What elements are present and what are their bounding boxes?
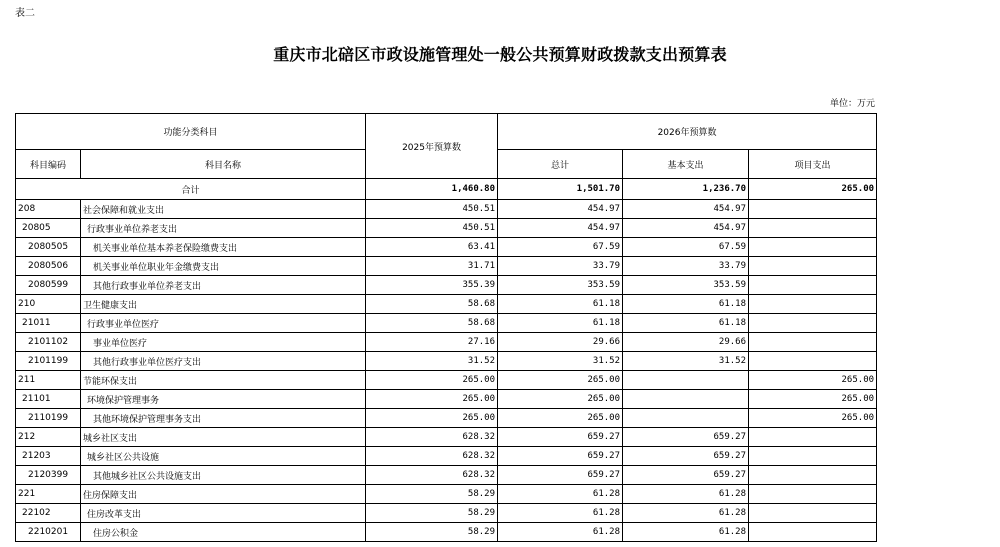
total-budget-2026-total: 1,501.70 xyxy=(498,179,623,200)
row-budget-2026-project xyxy=(749,200,877,219)
row-budget-2026-basic: 454.97 xyxy=(623,200,749,219)
total-row xyxy=(16,179,877,200)
table-row xyxy=(16,200,877,219)
row-budget-2026-total: 454.97 xyxy=(498,200,623,219)
row-code: 21101 xyxy=(16,390,81,409)
row-budget-2025: 450.51 xyxy=(366,219,498,238)
row-budget-2026-project xyxy=(749,219,877,238)
row-budget-2026-basic: 31.52 xyxy=(623,352,749,371)
row-budget-2026-basic: 659.27 xyxy=(623,466,749,485)
table-row xyxy=(16,428,877,447)
row-name: 卫生健康支出 xyxy=(81,295,366,314)
table-row xyxy=(16,409,877,428)
row-budget-2026-total: 265.00 xyxy=(498,390,623,409)
row-budget-2026-project: 265.00 xyxy=(749,409,877,428)
name-header: 科目名称 xyxy=(81,150,366,179)
code-header: 科目编码 xyxy=(16,150,81,179)
row-code: 2120399 xyxy=(16,466,81,485)
row-budget-2026-project xyxy=(749,466,877,485)
row-budget-2025: 628.32 xyxy=(366,466,498,485)
row-code: 22102 xyxy=(16,504,81,523)
row-budget-2026-project xyxy=(749,447,877,466)
row-budget-2025: 31.71 xyxy=(366,257,498,276)
row-budget-2026-total: 61.18 xyxy=(498,295,623,314)
table-row xyxy=(16,295,877,314)
row-name: 行政事业单位医疗 xyxy=(81,314,366,333)
row-budget-2026-total: 67.59 xyxy=(498,238,623,257)
row-budget-2025: 27.16 xyxy=(366,333,498,352)
row-budget-2026-total: 29.66 xyxy=(498,333,623,352)
row-code: 210 xyxy=(16,295,81,314)
row-budget-2025: 628.32 xyxy=(366,447,498,466)
row-budget-2026-total: 61.18 xyxy=(498,314,623,333)
table-row xyxy=(16,352,877,371)
table-row xyxy=(16,466,877,485)
row-name: 机关事业单位基本养老保险缴费支出 xyxy=(81,238,366,257)
row-name: 城乡社区公共设施 xyxy=(81,447,366,466)
row-budget-2026-basic: 61.28 xyxy=(623,504,749,523)
row-name: 住房公积金 xyxy=(81,523,366,542)
row-budget-2025: 31.52 xyxy=(366,352,498,371)
row-budget-2026-basic: 61.18 xyxy=(623,314,749,333)
row-budget-2026-total: 353.59 xyxy=(498,276,623,295)
row-code: 212 xyxy=(16,428,81,447)
row-budget-2026-project xyxy=(749,504,877,523)
func-group-header: 功能分类科目 xyxy=(16,114,366,150)
row-budget-2026-project xyxy=(749,314,877,333)
row-code: 2210201 xyxy=(16,523,81,542)
project-header: 项目支出 xyxy=(749,150,877,179)
row-code: 2101102 xyxy=(16,333,81,352)
row-budget-2026-total: 659.27 xyxy=(498,466,623,485)
row-code: 2080505 xyxy=(16,238,81,257)
row-budget-2025: 58.29 xyxy=(366,504,498,523)
row-budget-2026-basic: 353.59 xyxy=(623,276,749,295)
table-row xyxy=(16,314,877,333)
row-code: 21203 xyxy=(16,447,81,466)
row-name: 城乡社区支出 xyxy=(81,428,366,447)
row-name: 其他环境保护管理事务支出 xyxy=(81,409,366,428)
row-budget-2025: 58.29 xyxy=(366,485,498,504)
table-row xyxy=(16,485,877,504)
row-budget-2025: 58.68 xyxy=(366,295,498,314)
table-row xyxy=(16,447,877,466)
budget-table xyxy=(15,113,877,542)
row-budget-2026-basic xyxy=(623,409,749,428)
row-budget-2026-total: 33.79 xyxy=(498,257,623,276)
row-budget-2026-total: 31.52 xyxy=(498,352,623,371)
row-budget-2025: 355.39 xyxy=(366,276,498,295)
table-label: 表二 xyxy=(15,8,35,19)
row-budget-2026-project xyxy=(749,295,877,314)
budget-2026-header: 2026年预算数 xyxy=(498,114,877,150)
row-budget-2025: 628.32 xyxy=(366,428,498,447)
row-budget-2026-basic xyxy=(623,390,749,409)
row-budget-2026-basic: 61.28 xyxy=(623,523,749,542)
row-budget-2026-project xyxy=(749,257,877,276)
row-budget-2026-project xyxy=(749,428,877,447)
row-name: 其他城乡社区公共设施支出 xyxy=(81,466,366,485)
row-budget-2026-project xyxy=(749,333,877,352)
row-name: 环境保护管理事务 xyxy=(81,390,366,409)
row-budget-2025: 265.00 xyxy=(366,390,498,409)
row-budget-2026-basic: 67.59 xyxy=(623,238,749,257)
total-header: 总计 xyxy=(498,150,623,179)
row-name: 社会保障和就业支出 xyxy=(81,200,366,219)
table-row xyxy=(16,257,877,276)
basic-header: 基本支出 xyxy=(623,150,749,179)
row-budget-2025: 450.51 xyxy=(366,200,498,219)
row-code: 208 xyxy=(16,200,81,219)
row-name: 住房改革支出 xyxy=(81,504,366,523)
row-budget-2025: 265.00 xyxy=(366,409,498,428)
row-budget-2026-basic: 454.97 xyxy=(623,219,749,238)
header-row-1 xyxy=(16,114,877,150)
row-budget-2026-project xyxy=(749,238,877,257)
row-budget-2026-project xyxy=(749,485,877,504)
row-name: 节能环保支出 xyxy=(81,371,366,390)
total-budget-2026-basic: 1,236.70 xyxy=(623,179,749,200)
row-name: 行政事业单位养老支出 xyxy=(81,219,366,238)
row-budget-2026-total: 454.97 xyxy=(498,219,623,238)
row-budget-2026-project: 265.00 xyxy=(749,390,877,409)
row-budget-2025: 265.00 xyxy=(366,371,498,390)
row-budget-2026-total: 61.28 xyxy=(498,485,623,504)
row-budget-2026-project xyxy=(749,352,877,371)
row-budget-2026-total: 61.28 xyxy=(498,523,623,542)
table-row xyxy=(16,333,877,352)
row-budget-2026-basic xyxy=(623,371,749,390)
row-name: 机关事业单位职业年金缴费支出 xyxy=(81,257,366,276)
row-budget-2026-basic: 33.79 xyxy=(623,257,749,276)
row-code: 20805 xyxy=(16,219,81,238)
row-budget-2026-total: 659.27 xyxy=(498,428,623,447)
total-label: 合计 xyxy=(16,179,366,200)
row-code: 2101199 xyxy=(16,352,81,371)
row-budget-2026-total: 265.00 xyxy=(498,371,623,390)
table-row xyxy=(16,523,877,542)
total-budget-2025: 1,460.80 xyxy=(366,179,498,200)
table-row xyxy=(16,390,877,409)
total-budget-2026-project: 265.00 xyxy=(749,179,877,200)
row-name: 其他行政事业单位养老支出 xyxy=(81,276,366,295)
table-row xyxy=(16,238,877,257)
budget-2025-header: 2025年预算数 xyxy=(366,114,498,179)
row-budget-2026-basic: 61.18 xyxy=(623,295,749,314)
row-code: 2110199 xyxy=(16,409,81,428)
row-budget-2026-basic: 29.66 xyxy=(623,333,749,352)
table-row xyxy=(16,371,877,390)
row-budget-2025: 63.41 xyxy=(366,238,498,257)
row-budget-2026-total: 265.00 xyxy=(498,409,623,428)
unit-label: 单位：万元 xyxy=(829,99,875,109)
row-code: 2080599 xyxy=(16,276,81,295)
row-budget-2026-project xyxy=(749,523,877,542)
row-budget-2026-total: 61.28 xyxy=(498,504,623,523)
row-code: 21011 xyxy=(16,314,81,333)
row-name: 住房保障支出 xyxy=(81,485,366,504)
row-budget-2026-basic: 61.28 xyxy=(623,485,749,504)
table-row xyxy=(16,219,877,238)
row-code: 211 xyxy=(16,371,81,390)
row-budget-2026-project xyxy=(749,276,877,295)
row-name: 事业单位医疗 xyxy=(81,333,366,352)
row-budget-2026-basic: 659.27 xyxy=(623,428,749,447)
row-budget-2026-total: 659.27 xyxy=(498,447,623,466)
row-code: 2080506 xyxy=(16,257,81,276)
table-row xyxy=(16,504,877,523)
page-title: 重庆市北碚区市政设施管理处一般公共预算财政拨款支出预算表 xyxy=(273,45,727,64)
row-budget-2025: 58.29 xyxy=(366,523,498,542)
row-budget-2025: 58.68 xyxy=(366,314,498,333)
row-name: 其他行政事业单位医疗支出 xyxy=(81,352,366,371)
row-budget-2026-basic: 659.27 xyxy=(623,447,749,466)
row-budget-2026-project: 265.00 xyxy=(749,371,877,390)
table-row xyxy=(16,276,877,295)
row-code: 221 xyxy=(16,485,81,504)
